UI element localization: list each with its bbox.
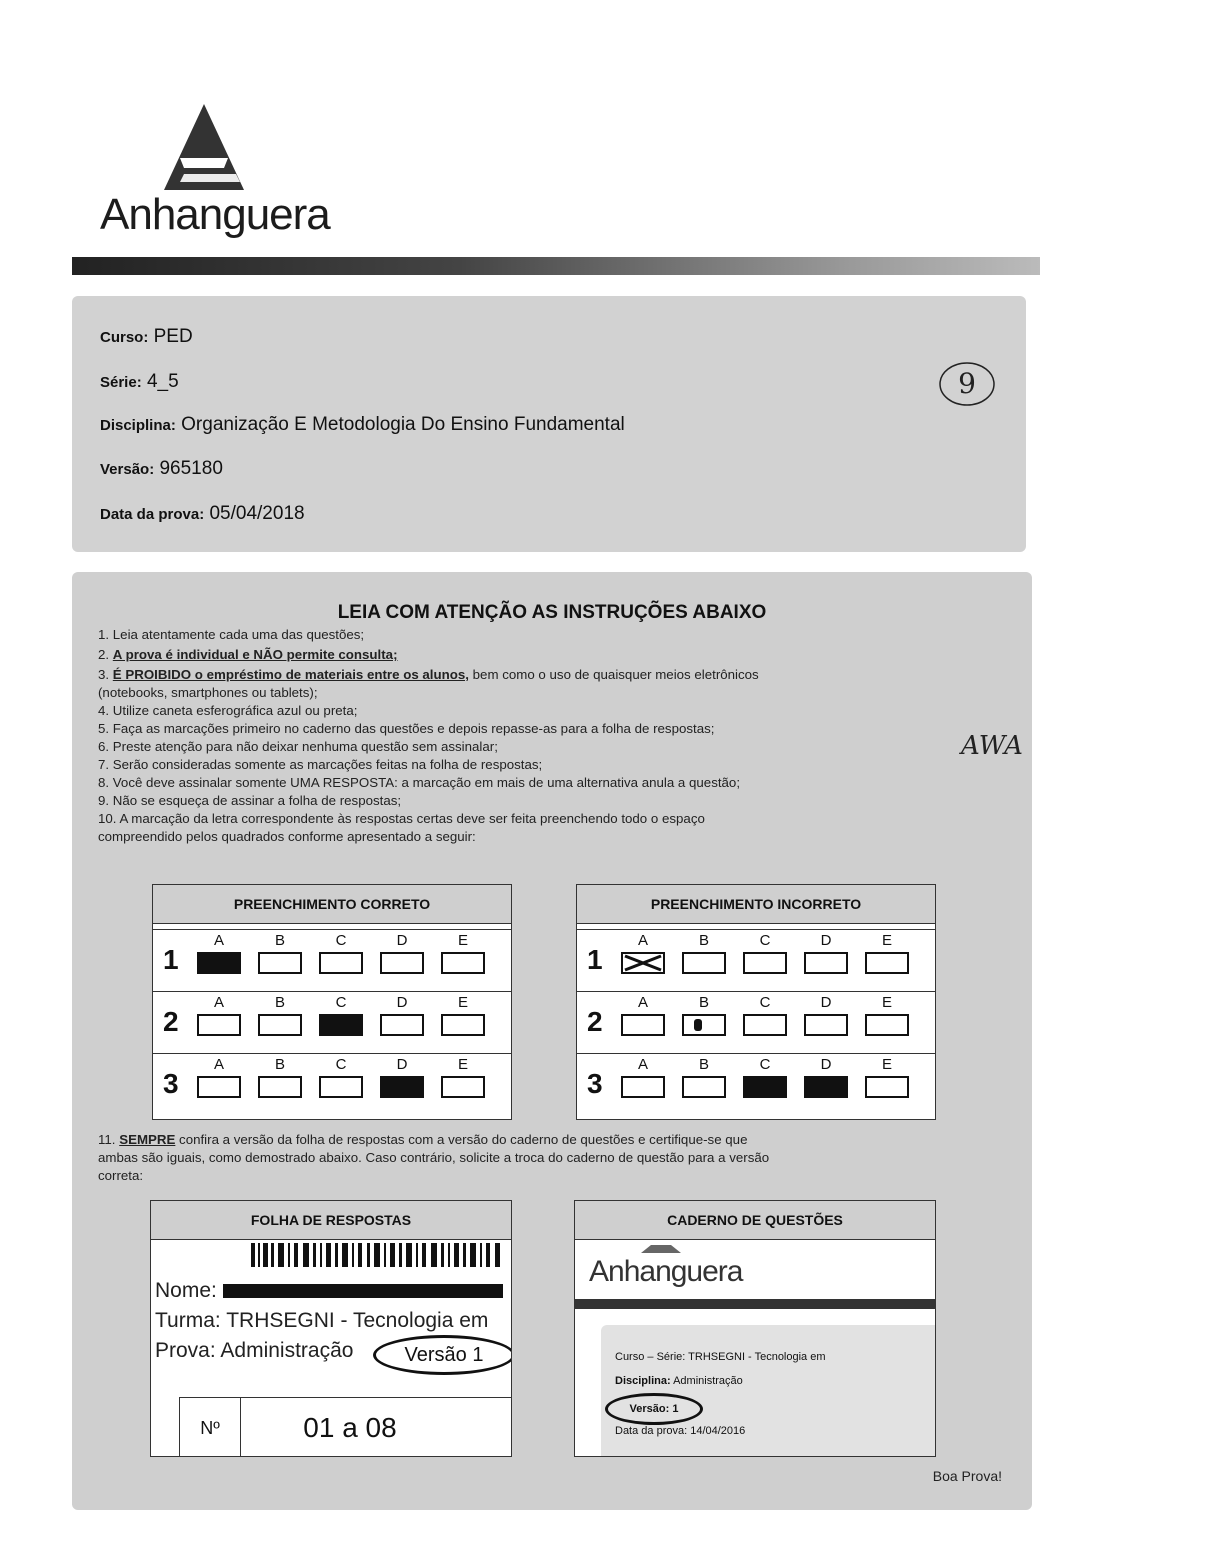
svg-text:AWA: AWA	[961, 731, 1023, 761]
versao-line: Versão: 965180	[100, 458, 223, 479]
correct-fill-title: PREENCHIMENTO CORRETO	[153, 885, 511, 924]
incorrect-fill-example	[576, 884, 936, 1120]
question-booklet-title: CADERNO DE QUESTÕES	[575, 1201, 935, 1240]
example-row: 1 A B C D E	[153, 929, 511, 988]
instructions-panel	[72, 572, 1032, 1510]
answer-box	[441, 1014, 485, 1036]
instruction-3b: (notebooks, smartphones ou tablets);	[98, 685, 318, 700]
answer-box-partial	[682, 1014, 726, 1036]
booklet-disciplina: Disciplina: Administração	[615, 1375, 743, 1387]
booklet-logo-icon	[631, 1243, 691, 1253]
booklet-versao-circle: Versão: 1	[605, 1393, 703, 1425]
answer-box	[197, 1014, 241, 1036]
example-row: 3 A B C D E	[577, 1053, 935, 1112]
answer-box-filled	[743, 1076, 787, 1098]
example-row: 3 A B C D E	[153, 1053, 511, 1112]
answer-box	[319, 1076, 363, 1098]
instruction-7: 7. Serão consideradas somente as marcações feitas na folha de respostas;	[98, 757, 543, 772]
answer-box	[804, 952, 848, 974]
incorrect-fill-title: PREENCHIMENTO INCORRETO	[577, 885, 935, 924]
answer-box	[441, 952, 485, 974]
redacted-name	[223, 1284, 503, 1298]
answer-box-filled	[197, 952, 241, 974]
data-value: 05/04/2018	[209, 503, 305, 524]
correct-fill-example	[152, 884, 512, 1120]
nome-line: Nome:	[155, 1279, 503, 1303]
answer-box	[258, 1014, 302, 1036]
instruction-4: 4. Utilize caneta esferográfica azul ou preta;	[98, 703, 358, 718]
booklet-data: Data da prova: 14/04/2016	[615, 1425, 746, 1437]
turma-line: Turma: TRHSEGNI - Tecnologia em	[155, 1309, 489, 1332]
instruction-1: 1. Leia atentamente cada uma das questões;	[98, 627, 365, 642]
booklet-divider	[575, 1299, 935, 1309]
handwritten-grade: 9	[958, 367, 976, 400]
answer-box	[197, 1076, 241, 1098]
answer-box	[258, 952, 302, 974]
brand-name: Anhanguera	[100, 190, 330, 239]
instruction-10b: compreendido pelos quadrados conforme apresentado a seguir:	[98, 829, 476, 844]
instruction-3: 3. É PROIBIDO o empréstimo de materiais entre os alunos, bem como o uso de quaisquer meios eletrônicos	[98, 667, 759, 682]
answer-box	[743, 952, 787, 974]
versao-circle: Versão 1	[373, 1335, 512, 1375]
instruction-9: 9. Não se esqueça de assinar a folha de respostas;	[98, 793, 402, 808]
answer-box	[865, 952, 909, 974]
example-row: 2 A B C D E	[153, 991, 511, 1050]
anhanguera-logo-icon	[160, 104, 248, 190]
instruction-11: 11. SEMPRE confira a versão da folha de respostas com a versão do caderno de questões e certifique-se que	[98, 1132, 748, 1147]
answer-box	[743, 1014, 787, 1036]
header-divider-bar	[72, 257, 1040, 275]
answer-box	[621, 1076, 665, 1098]
answer-box-filled	[804, 1076, 848, 1098]
barcode-icon	[251, 1243, 507, 1267]
booklet-curso: Curso – Série: TRHSEGNI - Tecnologia em	[615, 1351, 826, 1363]
instructions-title: LEIA COM ATENÇÃO AS INSTRUÇÕES ABAIXO	[337, 602, 767, 623]
curso-line: Curso: PED	[100, 326, 193, 347]
booklet-brand: Anhanguera	[589, 1255, 743, 1288]
serie-line: Série: 4_5	[100, 371, 179, 392]
answer-box	[865, 1076, 909, 1098]
example-row: 2 A B C D E	[577, 991, 935, 1050]
answer-box	[441, 1076, 485, 1098]
instruction-5: 5. Faça as marcações primeiro no caderno das questões e depois repasse-as para a folha de respostas;	[98, 721, 715, 736]
curso-value: PED	[153, 326, 193, 347]
instruction-8: 8. Você deve assinalar somente UMA RESPOSTA: a marcação em mais de uma alternativa anula a questão;	[98, 775, 741, 790]
answer-box-filled	[319, 1014, 363, 1036]
answer-box-crossed	[621, 952, 665, 974]
booklet-info-panel	[601, 1325, 936, 1457]
prova-line: Prova: Administração	[155, 1339, 354, 1362]
handwritten-initials	[957, 724, 1027, 764]
data-line: Data da prova: 05/04/2018	[100, 503, 305, 524]
disciplina-value: Organização E Metodologia Do Ensino Fundamental	[181, 414, 625, 435]
answer-box	[621, 1014, 665, 1036]
instruction-6: 6. Preste atenção para não deixar nenhuma questão sem assinalar;	[98, 739, 498, 754]
answer-box	[319, 952, 363, 974]
serie-value: 4_5	[146, 371, 179, 392]
instruction-11c: correta:	[98, 1168, 144, 1183]
handwritten-grade-circle	[938, 360, 996, 408]
question-range: Nº 01 a 08	[179, 1397, 512, 1457]
answer-box	[258, 1076, 302, 1098]
answer-box	[682, 952, 726, 974]
answer-sheet-title: FOLHA DE RESPOSTAS	[151, 1201, 511, 1240]
answer-box	[865, 1014, 909, 1036]
disciplina-line: Disciplina: Organização E Metodologia Do Ensino Fundamental	[100, 414, 625, 435]
answer-box	[682, 1076, 726, 1098]
example-row: 1 A B C D E	[577, 929, 935, 988]
answer-sheet-example	[150, 1200, 512, 1457]
instruction-2: 2. A prova é individual e NÃO permite consulta;	[98, 647, 398, 662]
closing-text: Boa Prova!	[932, 1468, 1002, 1484]
answer-box	[380, 1014, 424, 1036]
question-booklet-example	[574, 1200, 936, 1457]
instruction-10a: 10. A marcação da letra correspondente às respostas certas deve ser feita preenchendo todo o espaço	[98, 811, 705, 826]
instruction-11b: ambas são iguais, como demostrado abaixo. Caso contrário, solicite a troca do caderno de questão para a versão	[98, 1150, 770, 1165]
answer-box-filled	[380, 1076, 424, 1098]
answer-box	[804, 1014, 848, 1036]
versao-value: 965180	[159, 458, 223, 479]
answer-box	[380, 952, 424, 974]
exam-info-panel	[72, 296, 1026, 552]
